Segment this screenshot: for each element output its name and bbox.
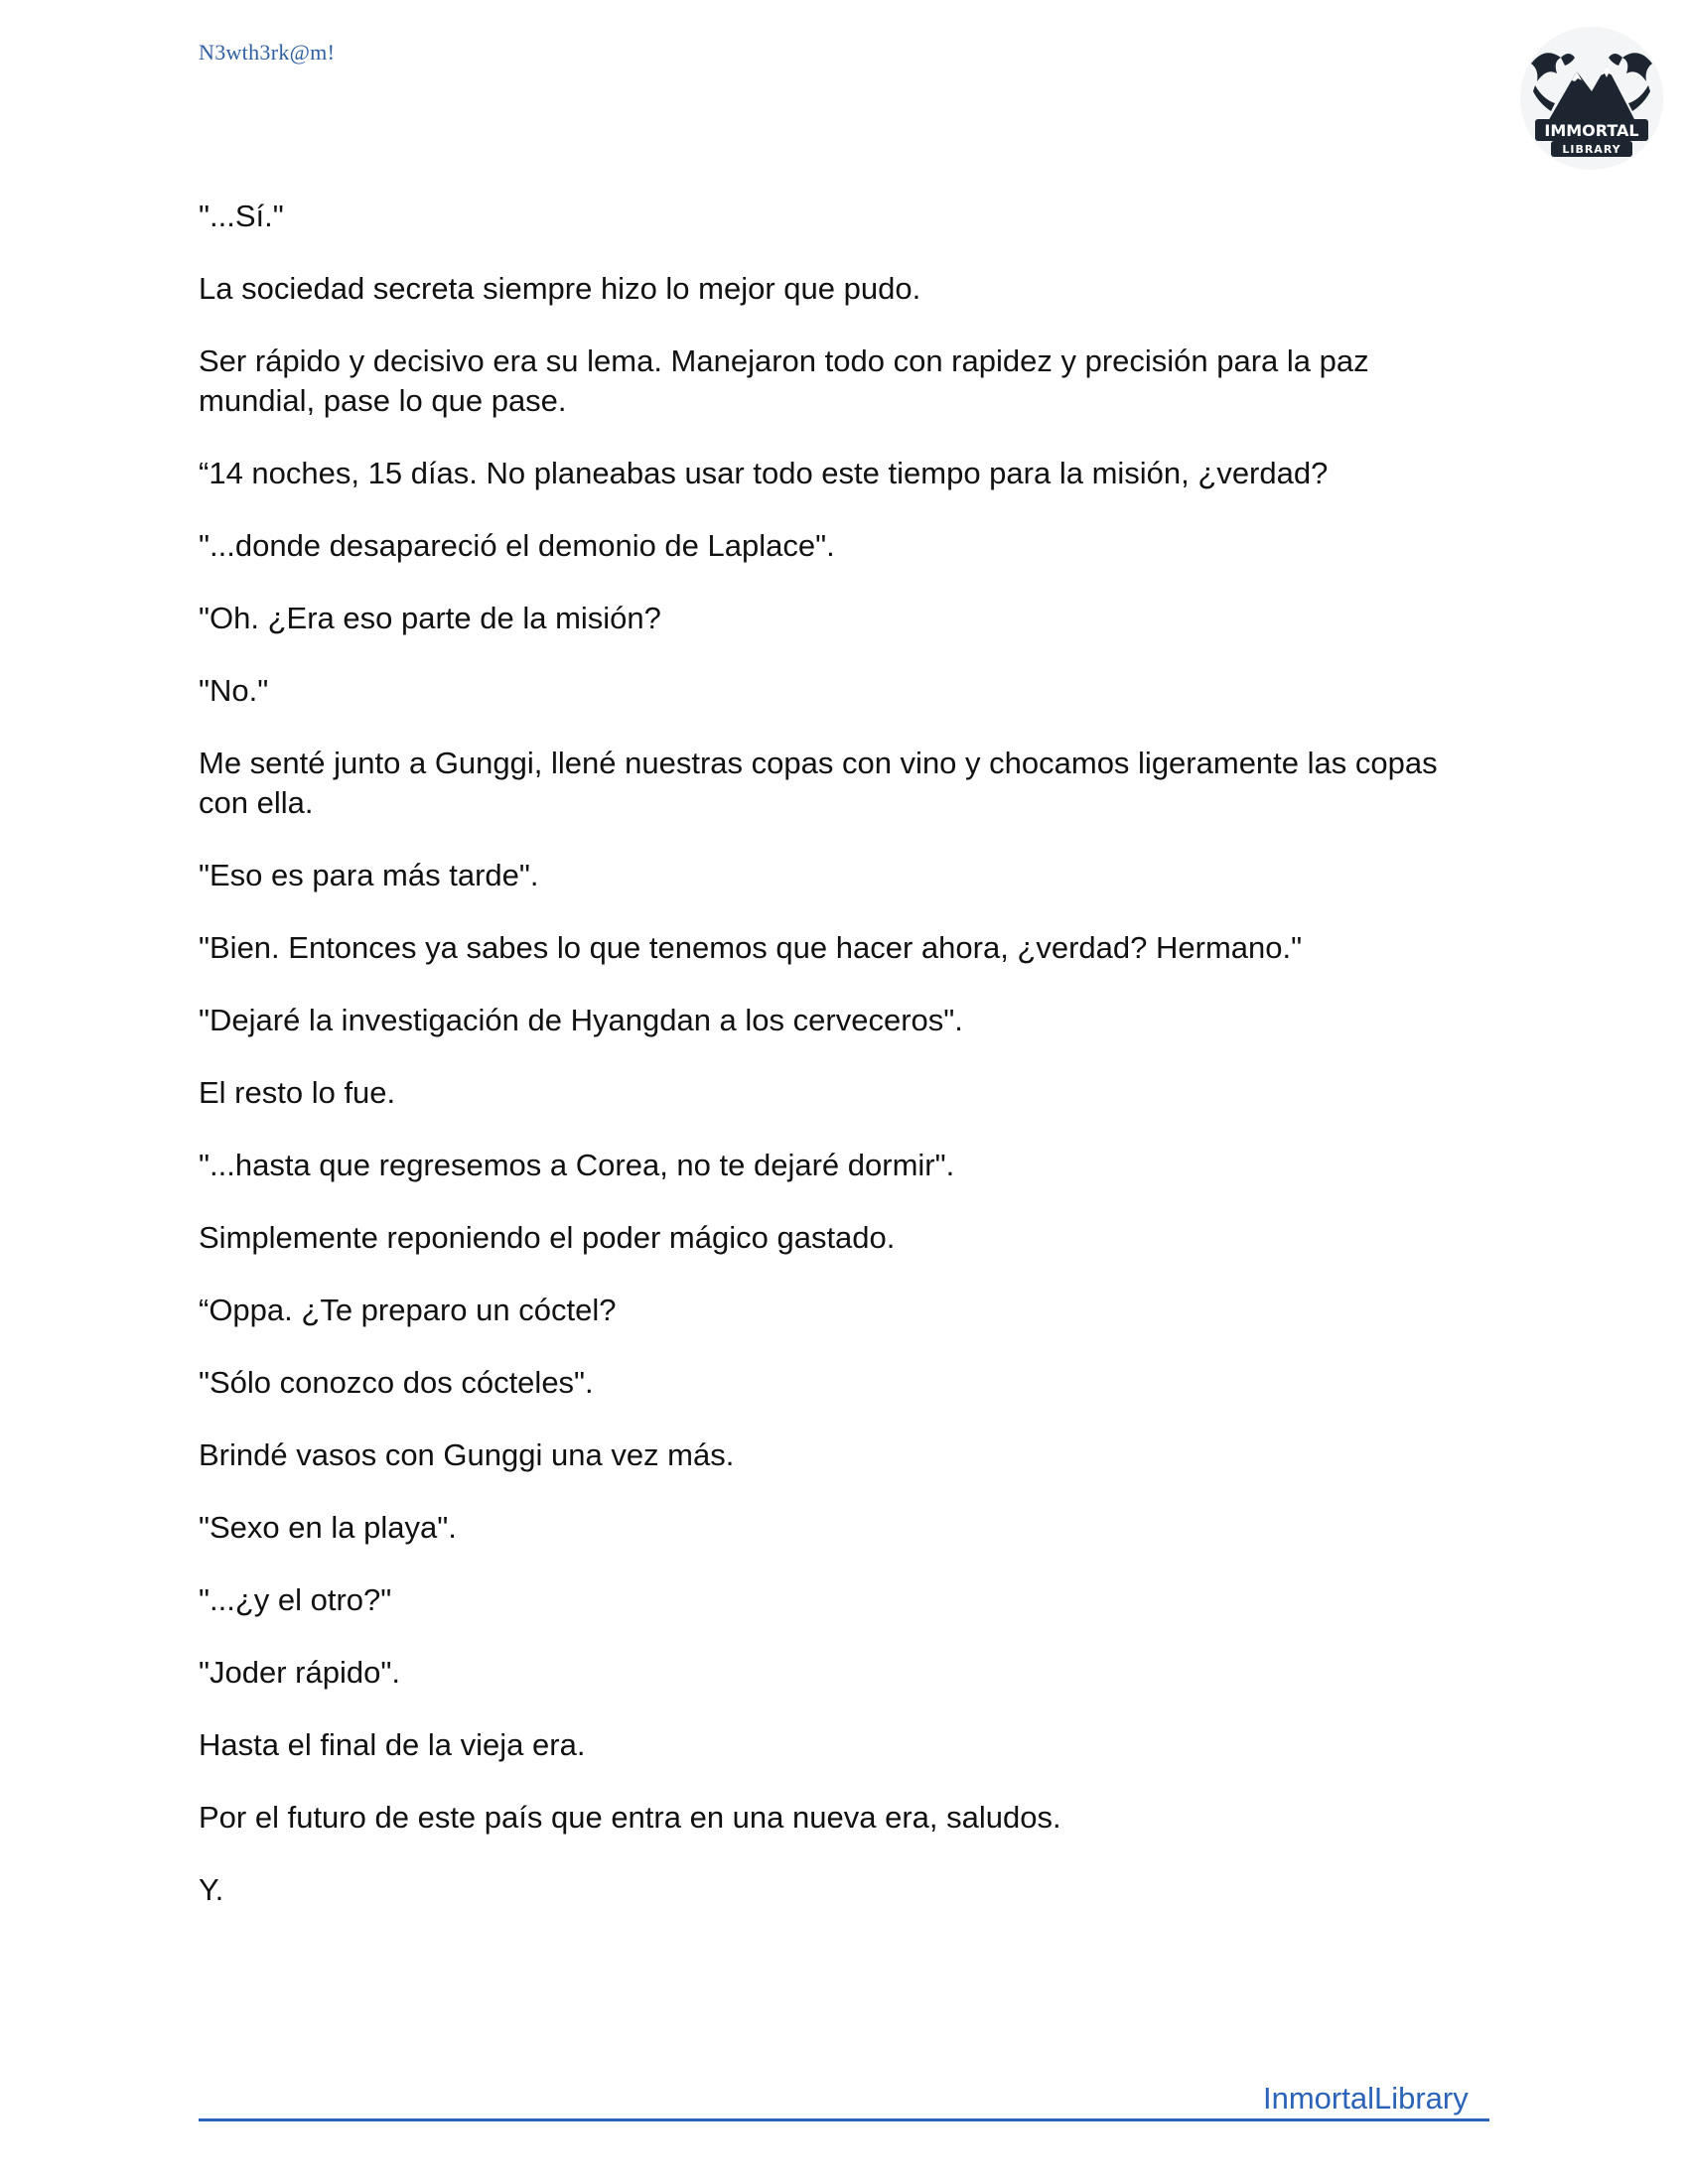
paragraph: "...Sí." [199,199,284,233]
footer-divider [199,2118,1489,2121]
paragraph: "Eso es para más tarde". [199,858,539,892]
logo-text-library: LIBRARY [1562,143,1621,156]
footer-link[interactable]: InmortalLibrary [1263,2081,1469,2116]
paragraph: "Oh. ¿Era eso parte de la misión? [199,601,661,635]
paragraph: Me senté junto a Gunggi, llené nuestras copas con vino y chocamos ligeramente las copas con ella. [199,746,1438,820]
paragraph: Hasta el final de la vieja era. [199,1727,586,1762]
paragraph: La sociedad secreta siempre hizo lo mejor que pudo. [199,271,921,306]
paragraph: "Sólo conozco dos cócteles". [199,1365,594,1400]
header-watermark: N3wth3rk@m! [199,40,336,65]
logo-text-immortal: IMMORTAL [1544,121,1639,140]
paragraph: “14 noches, 15 días. No planeabas usar todo este tiempo para la misión, ¿verdad? [199,456,1329,490]
paragraph: Brindé vasos con Gunggi una vez más. [199,1437,735,1472]
paragraph: Por el futuro de este país que entra en una nueva era, saludos. [199,1800,1061,1835]
paragraph: "Sexo en la playa". [199,1510,457,1545]
paragraph: El resto lo fue. [199,1075,396,1110]
paragraph: "No." [199,673,269,708]
paragraph: "Joder rápido". [199,1655,400,1690]
paragraph: Ser rápido y decisivo era su lema. Manejaron todo con rapidez y precisión para la paz mundial, pase lo que pase. [199,343,1369,418]
paragraph: "...donde desapareció el demonio de Laplace". [199,528,835,563]
paragraph: "Bien. Entonces ya sabes lo que tenemos que hacer ahora, ¿verdad? Hermano." [199,930,1303,965]
immortal-library-logo-icon [1517,24,1666,173]
paragraph: Y. [199,1872,224,1907]
paragraph: "Dejaré la investigación de Hyangdan a los cerveceros". [199,1003,963,1037]
paragraph: "...¿y el otro?" [199,1582,392,1617]
paragraph: "...hasta que regresemos a Corea, no te dejaré dormir". [199,1148,955,1182]
body-text [199,197,1489,1943]
paragraph: “Oppa. ¿Te preparo un cóctel? [199,1293,617,1327]
paragraph: Simplemente reponiendo el poder mágico gastado. [199,1220,896,1255]
